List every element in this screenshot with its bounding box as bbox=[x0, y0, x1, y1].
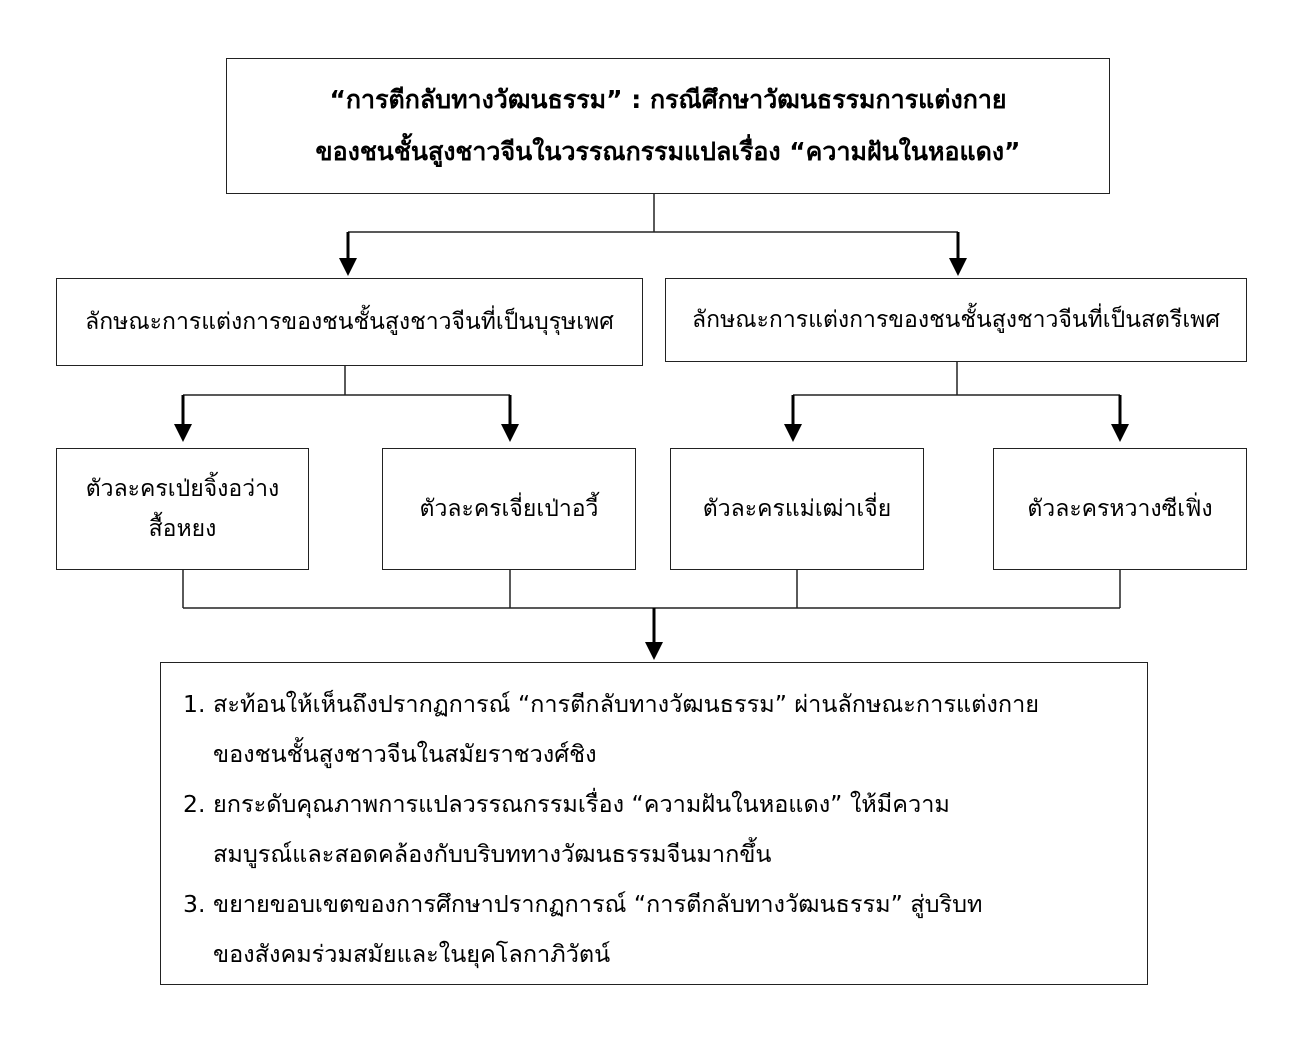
outcome-number-2: 2. bbox=[183, 790, 206, 818]
outcome-1-line1: สะท้อนให้เห็นถึงปรากฏการณ์ “การตีกลับทางวัฒนธรรม” ผ่านลักษณะการแต่งกาย bbox=[213, 690, 1040, 718]
outcome-item-1 bbox=[183, 679, 1147, 779]
arrowhead-outcome bbox=[645, 642, 663, 660]
arrowhead-c4 bbox=[1111, 424, 1129, 442]
arrowhead-male bbox=[339, 258, 357, 276]
title-line-1: “การตีกลับทางวัฒนธรรม” : กรณีศึกษาวัฒนธรรมการแต่งกาย bbox=[329, 85, 1007, 114]
male-category-box bbox=[56, 278, 643, 366]
character-box-jia-baoyu bbox=[382, 448, 636, 570]
outcome-3-line1: ขยายขอบเขตของการศึกษาปรากฏการณ์ “การตีกลับทางวัฒนธรรม” สู่บริบท bbox=[213, 890, 983, 918]
female-category-label: ลักษณะการแต่งการของชนชั้นสูงชาวจีนที่เป็นสตรีเพศ bbox=[692, 307, 1220, 333]
character-label-grandmother-jia: ตัวละครแม่เฒ่าเจี่ย bbox=[702, 496, 892, 522]
outcome-number-1: 1. bbox=[183, 690, 206, 718]
arrowhead-c2 bbox=[501, 424, 519, 442]
character-label-wang-xifeng: ตัวละครหวางซีเฟิ่ง bbox=[1027, 496, 1213, 522]
arrowhead-female bbox=[949, 258, 967, 276]
arrowhead-c3 bbox=[784, 424, 802, 442]
outcome-item-2 bbox=[183, 779, 1147, 879]
character-box-grandmother-jia bbox=[670, 448, 924, 570]
outcome-3-line2: ของสังคมร่วมสมัยและในยุคโลกาภิวัตน์ bbox=[213, 940, 611, 968]
arrowhead-c1 bbox=[174, 424, 192, 442]
character-box-wang-xifeng bbox=[993, 448, 1247, 570]
title-line-2: ของชนชั้นสูงชาวจีนในวรรณกรรมแปลเรื่อง “ความฝันในหอแดง” bbox=[315, 137, 1021, 166]
outcome-1-line2: ของชนชั้นสูงชาวจีนในสมัยราชวงศ์ชิง bbox=[213, 740, 597, 768]
character-label-beijing-wang-line2: สื้อหยง bbox=[148, 516, 217, 542]
character-box-beijing-wang bbox=[56, 448, 309, 570]
character-label-jia-baoyu: ตัวละครเจี่ยเป่าอวี้ bbox=[419, 496, 599, 522]
outcome-2-line1: ยกระดับคุณภาพการแปลวรรณกรรมเรื่อง “ความฝันในหอแดง” ให้มีความ bbox=[213, 790, 950, 818]
outcome-number-3: 3. bbox=[183, 890, 206, 918]
title-box bbox=[226, 58, 1110, 194]
male-category-label: ลักษณะการแต่งการของชนชั้นสูงชาวจีนที่เป็นบุรุษเพศ bbox=[85, 309, 614, 335]
female-category-box bbox=[665, 278, 1247, 362]
outcomes-box bbox=[160, 662, 1148, 985]
outcome-2-line2: สมบูรณ์และสอดคล้องกับบริบททางวัฒนธรรมจีนมากขึ้น bbox=[213, 840, 772, 868]
outcome-item-3 bbox=[183, 879, 1147, 979]
character-label-beijing-wang-line1: ตัวละครเป่ยจิ้งอว่าง bbox=[85, 476, 280, 502]
